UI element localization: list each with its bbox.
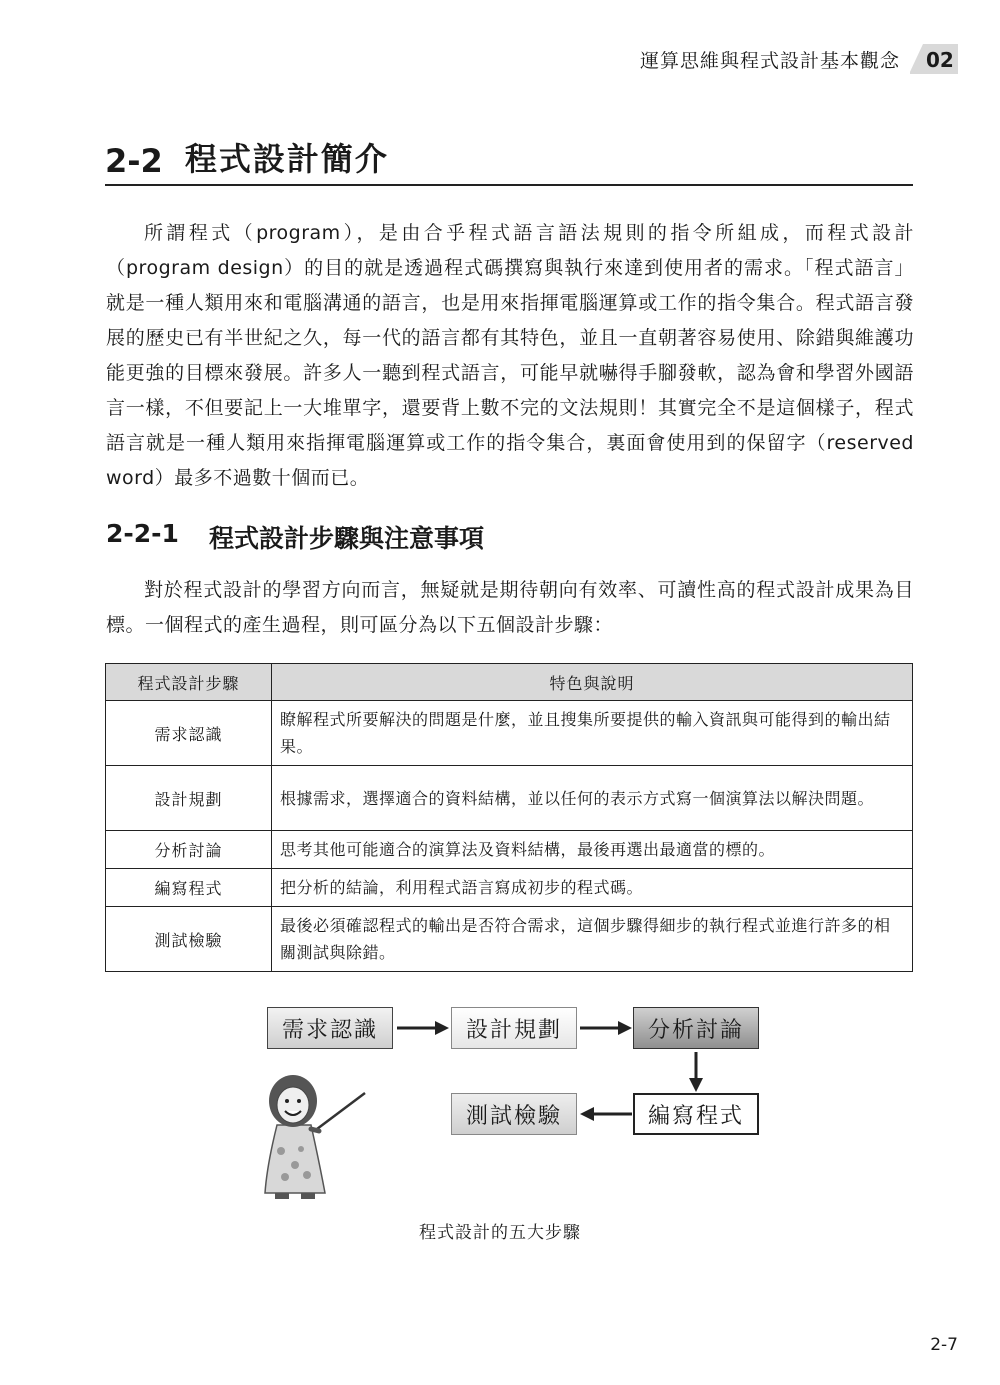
subsection-heading: [106, 519, 484, 555]
flow-step-planning: 設計規劃: [451, 1007, 577, 1049]
table-header-desc: 特色與說明: [272, 664, 913, 701]
subsection-title: 程式設計步驟與注意事項: [208, 524, 484, 553]
steps-intro-paragraph: 對於程式設計的學習方向而言，無疑就是期待朝向有效率、可讀性高的程式設計成果為目標。一個程式的產生過程，則可區分為以下五個設計步驟：: [106, 579, 914, 636]
design-steps-flowchart: [255, 995, 775, 1195]
intro-paragraph: 所謂程式（program），是由合乎程式語言語法規則的指令所組成，而程式設計（program design）的目的就是透過程式碼撰寫與執行來達到使用者的需求。「程式語言」就是一種人類用來和電腦溝通的語言，也是用來指揮電腦運算或工作的指令集合。程式語言發展的歷史已有半世紀之久，每一代的語言都有其特色，並且一直朝著容易使用、除錯與維護功能更強的目標來發展。許多人一聽到程式語言，可能早就嚇得手腳發軟，認為會和學習外國語言一樣，不但要記上一大堆單字，還要背上數不完的文法規則！其實完全不是這個樣子，程式語言就是一種人類用來指揮電腦運算或工作的指令集合，裏面會使用到的保留字（reserved word）最多不過數十個而已。: [106, 222, 914, 489]
figure-caption: 程式設計的五大步驟: [419, 1223, 581, 1243]
table-row: [106, 766, 913, 831]
table-cell-desc: 最後必須確認程式的輸出是否符合需求，這個步驟得細步的執行程式並進行許多的相關測試與除錯。: [272, 907, 913, 972]
design-steps-table: [105, 663, 913, 972]
table-cell-step: 測試檢驗: [106, 907, 272, 972]
table-cell-desc: 思考其他可能適合的演算法及資料結構，最後再選出最適當的標的。: [272, 831, 913, 869]
table-cell-desc: 把分析的結論，利用程式語言寫成初步的程式碼。: [272, 869, 913, 907]
arrow-right-icon: [395, 1019, 451, 1037]
teacher-illustration-icon: [255, 1065, 375, 1205]
arrow-down-icon: [687, 1050, 705, 1094]
subsection-number: 2-2-1: [106, 519, 179, 548]
table-cell-step: 編寫程式: [106, 869, 272, 907]
page-number: 2-7: [930, 1335, 958, 1355]
table-header-step: 程式設計步驟: [106, 664, 272, 701]
flow-step-analysis: 分析討論: [633, 1007, 759, 1049]
table-cell-desc: 根據需求，選擇適合的資料結構，並以任何的表示方式寫一個演算法以解決問題。: [272, 766, 913, 831]
table-row: [106, 701, 913, 766]
chapter-tab: [910, 44, 958, 74]
section-number: 2-2: [105, 142, 163, 180]
table-cell-step: 設計規劃: [106, 766, 272, 831]
table-row: [106, 907, 913, 972]
header-title: 運算思維與程式設計基本觀念: [639, 49, 900, 72]
table-cell-desc: 瞭解程式所要解決的問題是什麼，並且搜集所要提供的輸入資訊與可能得到的輸出結果。: [272, 701, 913, 766]
arrow-right-icon: [578, 1019, 634, 1037]
section-heading: [105, 138, 913, 186]
table-row: [106, 869, 913, 907]
flow-step-requirements: 需求認識: [267, 1007, 393, 1049]
table-row: [106, 831, 913, 869]
table-header-row: [106, 664, 913, 701]
table-cell-step: 分析討論: [106, 831, 272, 869]
running-header: [640, 44, 958, 74]
arrow-left-icon: [578, 1105, 634, 1123]
flow-step-coding: 編寫程式: [633, 1093, 759, 1135]
table-cell-step: 需求認識: [106, 701, 272, 766]
flow-step-testing: 測試檢驗: [451, 1093, 577, 1135]
chapter-number: 02: [926, 48, 954, 72]
section-title: 程式設計簡介: [184, 140, 389, 178]
